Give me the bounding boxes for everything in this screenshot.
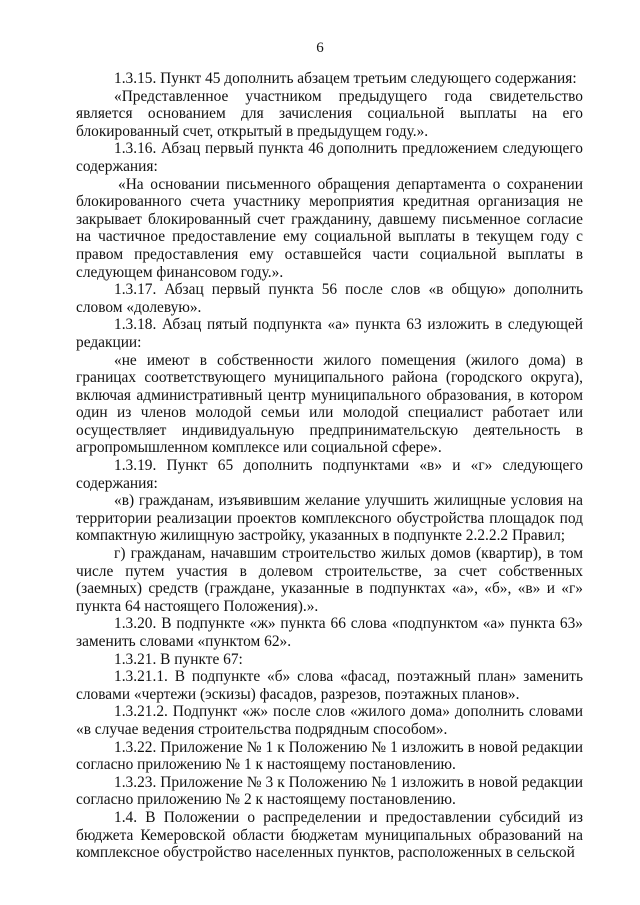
paragraph-1-3-21-2: 1.3.21.2. Подпункт «ж» после слов «жилого дома» дополнить словами «в случае ведения строительства подрядным способом». bbox=[76, 703, 583, 738]
paragraph-1-3-23: 1.3.23. Приложение № 3 к Положению № 1 изложить в новой редакции согласно приложению № 2 к настоящему постановлению. bbox=[76, 773, 583, 809]
paragraph-1-4: 1.4. В Положении о распределении и предоставлении субсидий из бюджета Кемеровской области бюджетам муниципальных образований на комплексное обустройство населенных пунктов, расположенных в сельской bbox=[76, 808, 583, 862]
quote-1-3-16: «На основании письменного обращения департамента о сохранении блокированного счета участнику мероприятия кредитная организация не закрывает блокированный счет гражданину, давшему письменное согласие на частичное предоставление ему социальной выплаты в текущем году с правом предоставления ему оставшейся части социальной выплаты в следующем финансовом году.». bbox=[76, 175, 583, 281]
paragraph-1-3-16: 1.3.16. Абзац первый пункта 46 дополнить предложением следующего содержания: bbox=[76, 140, 583, 175]
paragraph-1-3-15: 1.3.15. Пункт 45 дополнить абзацем третьим следующего содержания: bbox=[114, 70, 577, 87]
paragraph-1-3-18: 1.3.18. Абзац пятый подпункта «а» пункта 63 изложить в следующей редакции: bbox=[76, 316, 583, 351]
quote-1-3-19-g: г) гражданам, начавшим строительство жилых домов (квартир), в том числе путем участия в долевом строительстве, за счет собственных (заемных) средств (граждане, указанные в подпунктах «а», «б», «в» и «г» пункта 64 настоящего Положения).». bbox=[76, 545, 583, 615]
quote-1-3-18: «не имеют в собственности жилого помещения (жилого дома) в границах соответствующего муниципального района (городского округа), включая административный центр муниципального образования, в котором один из членов молодой семьи или молодой специалист работает или осуществляет индивидуальную предпринимательскую деятельность в агропромышленном комплексе или социальной сфере». bbox=[76, 351, 583, 457]
paragraph-1-3-21: 1.3.21. В пункте 67: bbox=[114, 650, 243, 668]
quote-1-3-15: «Представленное участником предыдущего года свидетельство является основанием для зачисления социальной выплаты на его блокированный счет, открытый в предыдущем году.». bbox=[76, 87, 583, 140]
document-body bbox=[76, 70, 583, 862]
paragraph-1-3-19: 1.3.19. Пункт 65 дополнить подпунктами «в» и «г» следующего содержания: bbox=[76, 457, 583, 492]
paragraph-1-3-21-1: 1.3.21.1. В подпункте «б» слова «фасад, поэтажный план» заменить словами «чертежи (эскизы) фасадов, разрезов, поэтажных планов». bbox=[76, 668, 583, 703]
paragraph-1-3-22: 1.3.22. Приложение № 1 к Положению № 1 изложить в новой редакции согласно приложению № 1 к настоящему постановлению. bbox=[76, 738, 583, 774]
paragraph-1-3-20: 1.3.20. В подпункте «ж» пункта 66 слова «подпунктом «а» пункта 63» заменить словами «пунктом 62». bbox=[76, 615, 583, 650]
paragraph-1-3-17: 1.3.17. Абзац первый пункта 56 после слов «в общую» дополнить словом «долевую». bbox=[76, 281, 583, 316]
page-number: 6 bbox=[316, 40, 324, 56]
quote-1-3-19-v: «в) гражданам, изъявившим желание улучшить жилищные условия на территории реализации проектов комплексного обустройства площадок под компактную жилищную застройку, указанных в подпункте 2.2.2.2 Правил; bbox=[76, 492, 583, 545]
